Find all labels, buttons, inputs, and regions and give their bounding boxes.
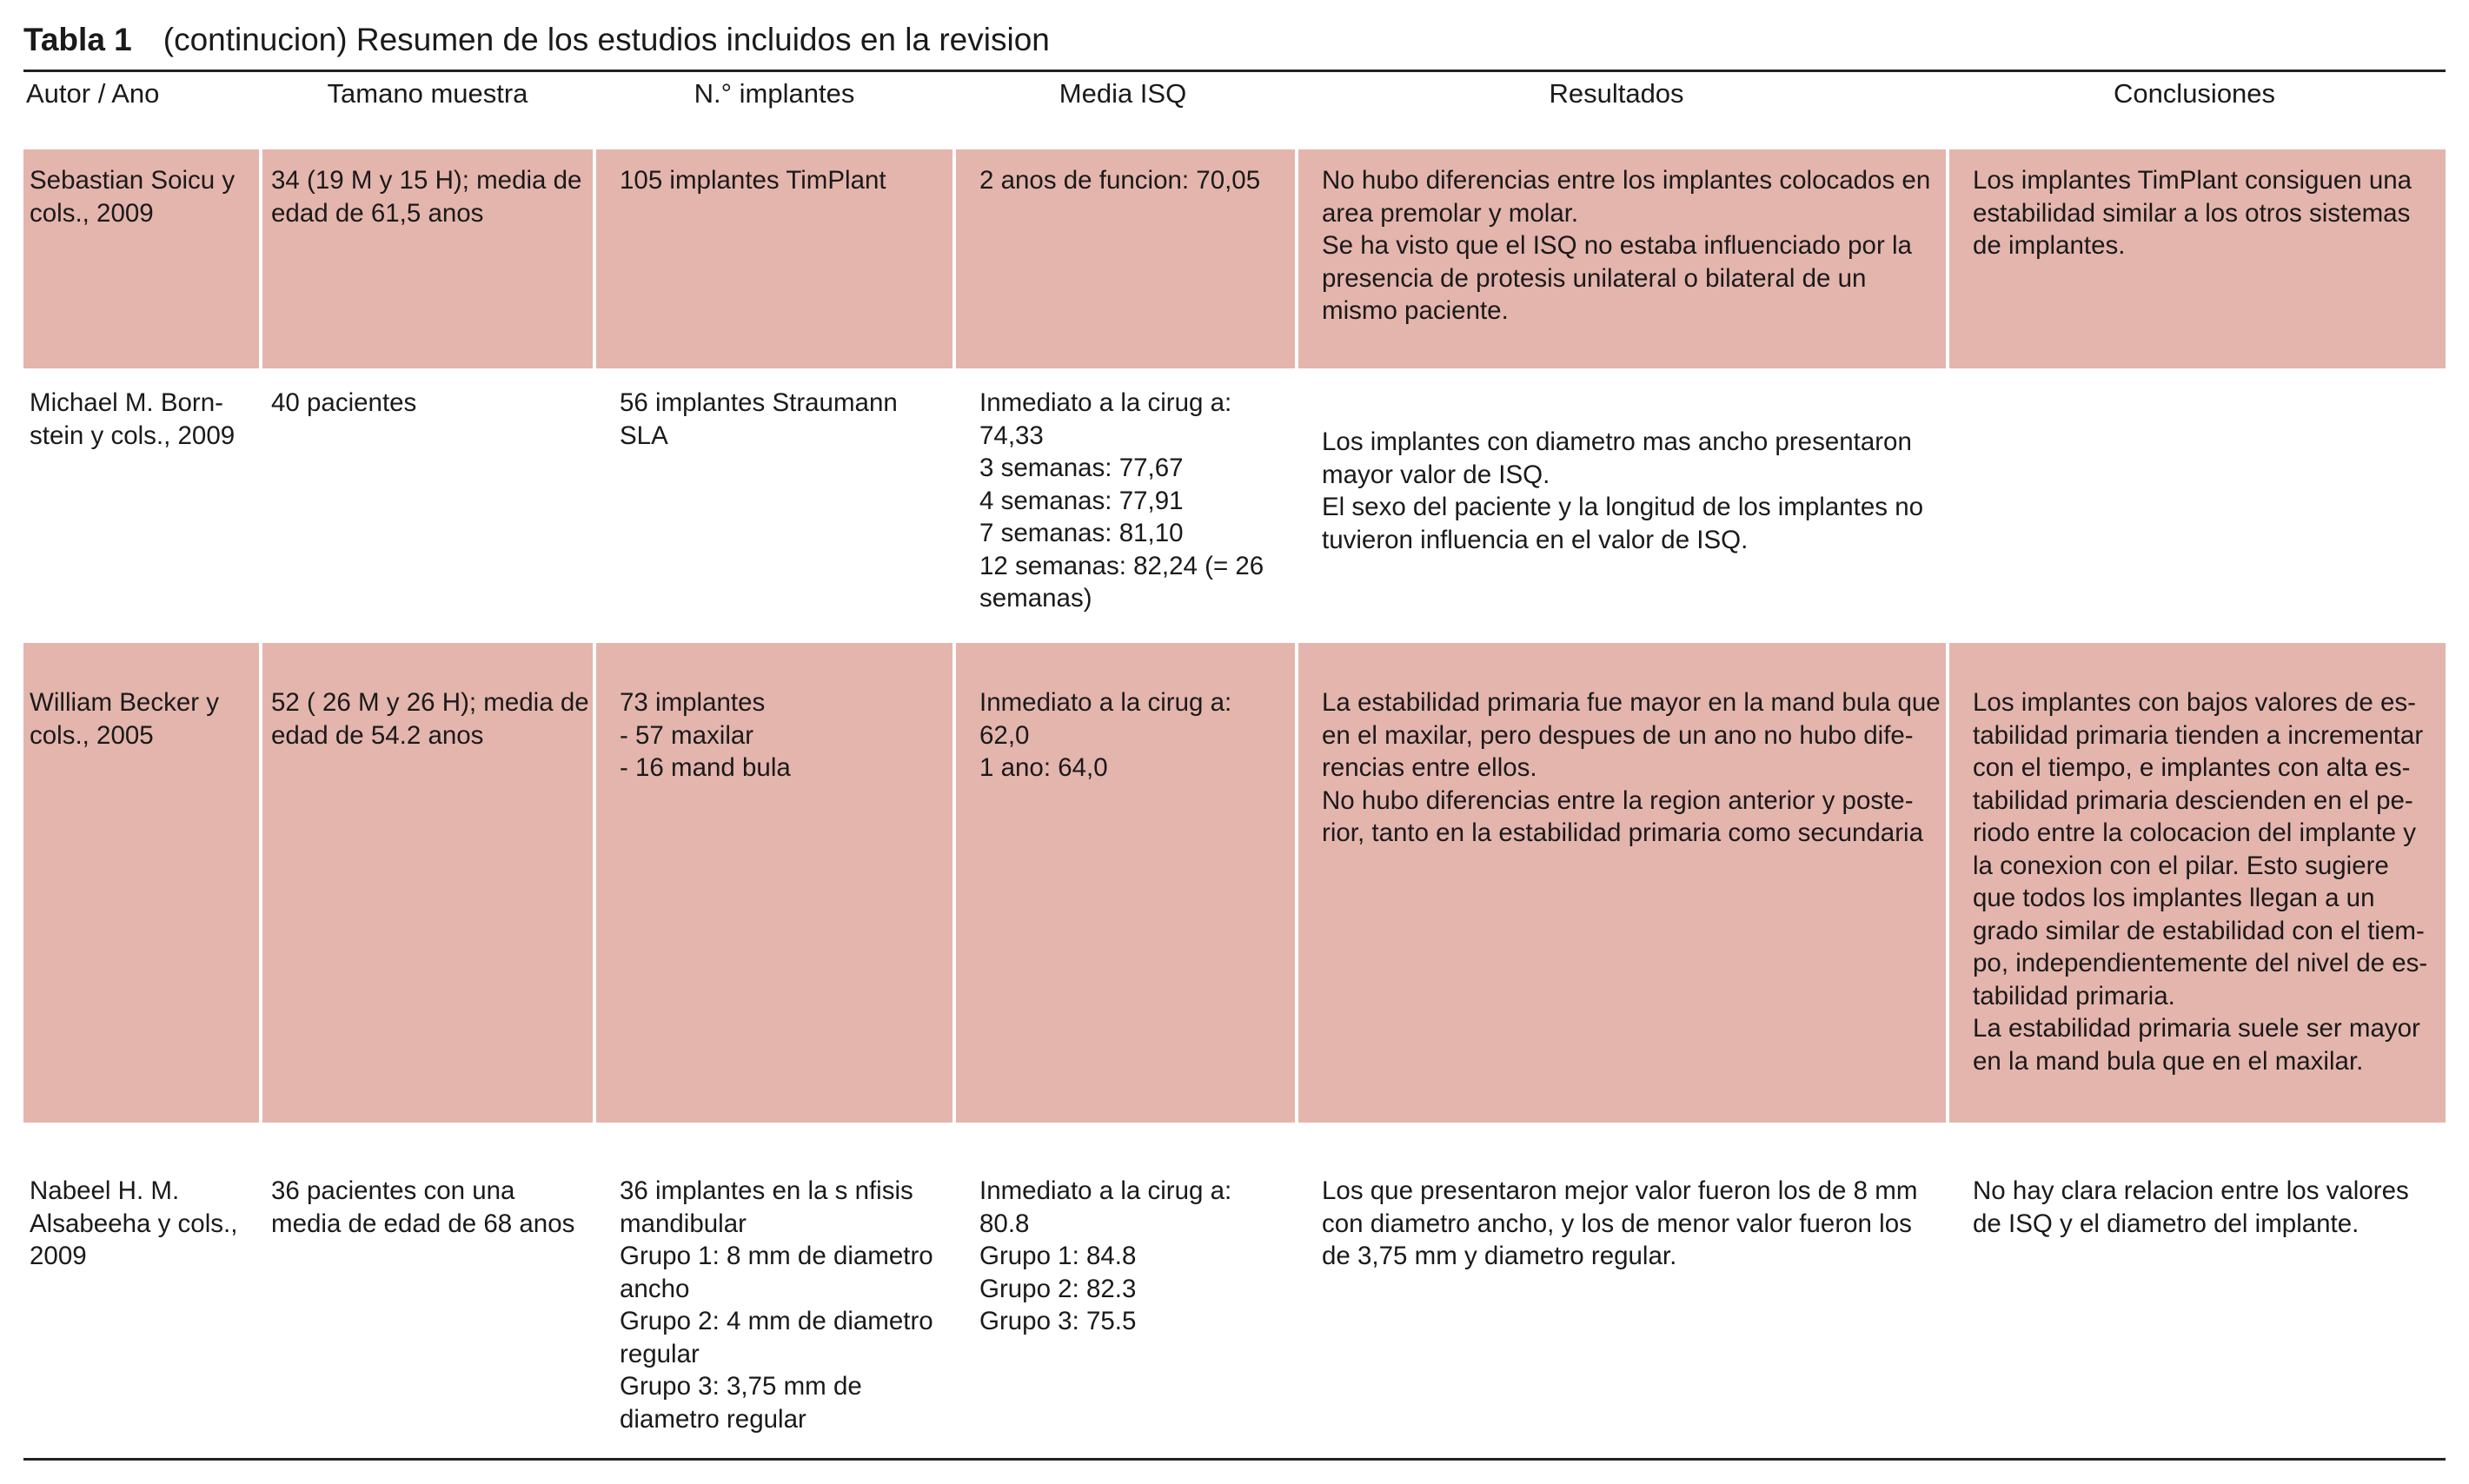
header-author: Autor / Ano xyxy=(26,78,160,109)
cell-author: Sebastian Soicu y cols., 2009 xyxy=(23,149,259,368)
header-results: Resultados xyxy=(1549,78,1684,109)
cell-results: Los que presentaron mejor valor fueron los de 8 mm con diametro ancho, y los de menor valor fueron los de 3,75 mm y diametro regular. xyxy=(1322,1176,1918,1270)
cell-conclusions xyxy=(1949,372,2446,639)
table-caption-text: (continucion) Resumen de los estudios incluidos en la revision xyxy=(163,22,1050,57)
cell-isq: Inmediato a la cirug a: 62,0 1 ano: 64,0 xyxy=(956,643,1295,1123)
cell-sample-size: 34 (19 M y 15 H); media de edad de 61,5 anos xyxy=(262,149,593,368)
cell-isq: Inmediato a la cirug a: 74,33 3 semanas: 77,67 4 semanas: 77,91 7 semanas: 81,10 12 semanas: 82,24 (= 26 semanas) xyxy=(979,388,1264,613)
cell-results: La estabilidad primaria fue mayor en la mand bula que en el maxilar, pero despues de un ano no hubo dife- rencias entre ellos. No hubo diferencias entre la region anterior y poste- rior, tanto en la estabilidad primaria como secundaria xyxy=(1298,643,1946,1123)
cell-conclusions: Los implantes con bajos valores de es- tabilidad primaria tienden a incrementar con el tiempo, e implantes con alta es- tabilidad primaria descienden en el pe- riodo entre la colocacion del implante y la conexion con el pilar. Esto sugiere que todos los implantes llegan a un grado similar de estabilidad con el tiem- po, independientemente del nivel de es- tabilidad primaria. La estabilidad primaria suele ser mayor en la mand bula que en el maxilar. xyxy=(1949,643,2446,1123)
cell-author: William Becker y cols., 2005 xyxy=(23,643,259,1123)
table-row xyxy=(23,372,2446,639)
header-isq: Media ISQ xyxy=(1059,78,1187,109)
header-sample-size: Tamano muestra xyxy=(327,78,528,109)
cell-implants: 56 implantes Straumann SLA xyxy=(620,388,898,450)
cell-author: Nabeel H. M. Alsabeeha y cols., 2009 xyxy=(30,1176,238,1270)
cell-results: Los implantes con diametro mas ancho presentaron mayor valor de ISQ. El sexo del paciente y la longitud de los implantes no tuvieron influencia en el valor de ISQ. xyxy=(1322,427,1924,554)
table-bottom-rule xyxy=(23,1458,2446,1461)
cell-sample-size: 40 pacientes xyxy=(271,388,417,417)
table-header-row xyxy=(0,75,2469,116)
table-row xyxy=(23,643,2446,1123)
header-implants: N.° implantes xyxy=(694,78,855,109)
cell-results: No hubo diferencias entre los implantes colocados en area premolar y molar. Se ha visto que el ISQ no estaba influenciado por la presencia de protesis unilateral o bilateral de un mismo paciente. xyxy=(1298,149,1946,368)
table-row xyxy=(23,149,2446,368)
cell-implants: 36 implantes en la s nfisis mandibular Grupo 1: 8 mm de diametro ancho Grupo 2: 4 mm de diametro regular Grupo 3: 3,75 mm de diametro regular xyxy=(620,1176,933,1434)
cell-implants: 105 implantes TimPlant xyxy=(596,149,952,368)
cell-conclusions: No hay clara relacion entre los valores de ISQ y el diametro del implante. xyxy=(1973,1176,2409,1238)
cell-sample-size: 36 pacientes con una media de edad de 68 anos xyxy=(271,1176,575,1238)
cell-implants: 73 implantes - 57 maxilar - 16 mand bula xyxy=(596,643,952,1123)
cell-isq: Inmediato a la cirug a: 80.8 Grupo 1: 84.8 Grupo 2: 82.3 Grupo 3: 75.5 xyxy=(979,1176,1232,1335)
table-row xyxy=(23,1126,2446,1454)
cell-conclusions: Los implantes TimPlant consiguen una estabilidad similar a los otros sistemas de implantes. xyxy=(1949,149,2446,368)
header-conclusions: Conclusiones xyxy=(2113,78,2276,109)
table-top-rule xyxy=(23,70,2446,72)
cell-author: Michael M. Born- stein y cols., 2009 xyxy=(30,388,236,450)
table-caption xyxy=(23,19,1050,61)
cell-sample-size: 52 ( 26 M y 26 H); media de edad de 54.2 anos xyxy=(262,643,593,1123)
table-caption-label: Tabla 1 xyxy=(23,22,132,57)
cell-isq: 2 anos de funcion: 70,05 xyxy=(956,149,1295,368)
